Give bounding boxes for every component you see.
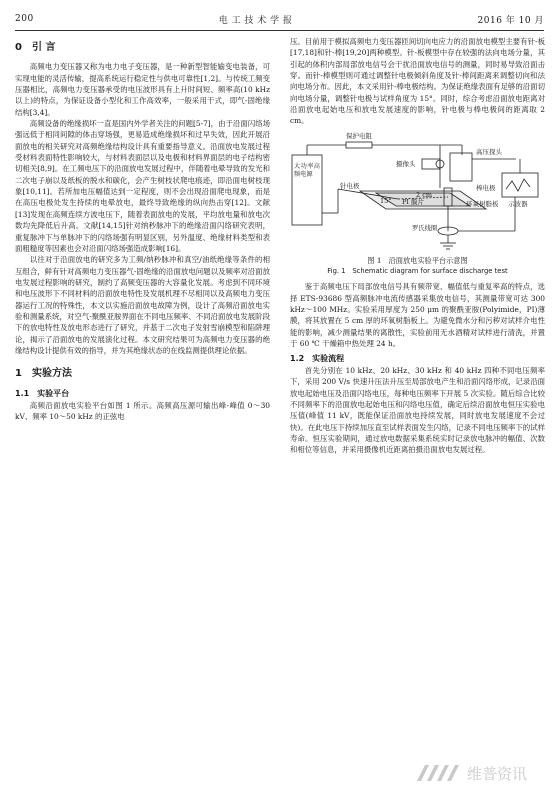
- paragraph: 压。目前用于模拟高频电力变压器匝间切向电应力的沿面放电模型主要有针-板[17,18]和针-棒[19,20]两种模型。针-板模型中存在较强的法向电场分量，其引起的体积内部局部放电信号会干扰沿面放电信号的测量，同时易导致沿面击穿。而针-棒模型则可通过调整针电极倾斜角度及针-棒间距离来调整切向和法向电场分布。因此，本文采用针-棒电极结构。为保证绝缘表面有足够的沿面切向电场分量，调整针电极与试样角度为 15°。同时，综合考虑沿面放电距离对沿面放电起始电压和放电发展速度的影响，针电极与棒电极间的距离取 2 cm。: [290, 37, 545, 126]
- paragraph: 高频电力变压器又称为电力电子变压器，是一种新型智能输变电装备，可实现电能的灵活传输，提高系统运行稳定性与供电可靠性[1,2]。与传统工频变压器相比，高频电力变压器承受的电压波形具有上升时间短、频率高(10 kHz 以上)的特点，为保证设备小型化和工作高效率，一般采用干式，即气-固绝缘结构[3,4]。: [15, 62, 270, 117]
- watermark-logo: [413, 761, 553, 785]
- paragraph: 以往对于沿面放电的研究多为工频/纳秒脉冲和真空/油纸绝缘等条件的相互组合，鲜有针对高频电力变压器气-固绝缘的沿面放电问题以及频率对沿面放电发展过程影响的研究，制约了高频变压器的大容量化发展。考虑到不同环境和电压波形下不同材料的沿面放电特性及发展机理不尽相同以及高频电力变压器运行工况的特殊性，本文以实施沿面放电故障为例，设计了高频沿面放电实验和测量系统，对空气-聚酰亚胺界面在不同电压频率、不同沿面放电发展阶段下的放电特性及放电形态进行了研究，并基于二次电子发射雪崩模型和陷阱理论，揭示了沿面放电的发展演化过程。本文研究结果可为高频电力变压器的绝缘结构设计提供有效的指导，并为其绝缘状态的在线监测提供理论依据。: [15, 255, 270, 355]
- oscilloscope-box: [502, 173, 538, 197]
- issue-date: 2016 年 10 月: [477, 15, 544, 26]
- label-protect-resistor: 保护电阻: [346, 131, 372, 140]
- schematic-figure: [290, 133, 545, 251]
- paragraph: 首先分别在 10 kHz、20 kHz、30 kHz 和 40 kHz 四种不同电压频率下，采用 200 V/s 快速升压法升压至局部放电产生和沿面闪络形成，记录沿面放电起始电压及沿面闪络电压，每种电压频率下开展 5 次实验。随后综合比较不同频率下的沿面放电起始电压和闪络电压值，确定后续沿面放电恒压实验电压值(峰值 11 kV，既能保证沿面放电持续发展，同时放电发展速度不会过快)。在此电压下持续加压直至试样表面发生闪络，记录不同电压频率下的试样寿命。恒压实验期间，通过放电数据采集系统实时记录放电脉冲的幅值、次数和相位等信息，并采用摄像机近距离拍摄沿面放电发展过程。: [290, 365, 545, 455]
- paragraph: 鉴于高频电压下局部放电信号具有频带宽、幅值低与重复率高的特点，选择 ETS-93686 型高频脉冲电流传感器采集放电信号，其测量带宽可达 300 kHz～100 MHz。实验采用厚度为 250 μm 的聚酰亚胺(Polyimide，PI)薄膜，将其放置在 5 cm 厚的环氧树脂板上。为避免微水分和污秽对试样介电性能的影响，减少测量结果的离散性，实验前用无水酒精对试样进行清洗，并置于 60 ℃ 干燥箱中热处理 24 h。: [290, 282, 545, 349]
- subsection-heading-flow: 1.2 实验流程: [290, 353, 345, 363]
- label-epoxy: 环氧树脂板: [466, 199, 499, 208]
- figure-caption-cn: 图 1 沿面放电实验平台示意图: [367, 255, 468, 265]
- label-distance: 2 cm: [416, 190, 433, 199]
- section-heading-intro: 0 引 言: [15, 42, 56, 53]
- label-rogowski: 罗氏线圈: [412, 224, 438, 232]
- label-rod-electrode: 棒电极: [476, 183, 496, 192]
- protect-resistor: [346, 142, 372, 148]
- section-heading-method: 1 实验方法: [15, 368, 72, 380]
- figure-caption-en: Fig. 1 Schematic diagram for surface discharge test: [327, 267, 508, 276]
- right-column: [290, 36, 545, 456]
- label-pi-film: PI 膜片: [402, 197, 425, 206]
- left-column: [15, 36, 270, 423]
- header-rule: [15, 30, 544, 31]
- label-angle: 15°: [380, 196, 392, 205]
- paragraph: 高频设备的绝缘损坏一直是国内外学者关注的问题[5-7]，由于沿面闪络场强远低于相同间隙的体击穿场强，更易造成绝缘损坏和过早失效，因此开展沿面放电的相关研究对高频绝缘结构设计具有重要指导意义。沿面放电发展过程受材料表面特性影响较大，与材料表面层以及电极和材料界面层的电子结构密切相关[8,9]。在工频电压下的沿面放电发展过程中，伴随着电晕导致的发光和二次电子崩以及纸板的脱水和碳化，会产生树枝状爬电痕迹，即沿面电树枝现象[10,11]。若所加电压幅值达到一定程度，则不会出现沿面爬电现象，而是在高压电极处发生持续的电晕放电，最终导致绝缘的纵向热击穿[12]。文献[13]发现在高频连续方波电压下，随着表面放电的发展，平均放电量和放电次数均先降低后升高。文献[14,15]针对纳秒脉冲下的绝缘沿面闪络研究表明，重复脉冲下与单脉冲下的闪络场强有明显区别，另外温度、绝缘材料类型和表面粗糙度等因素也会对沿面闪络场强造成影响[16]。: [15, 119, 270, 253]
- label-oscilloscope: 示波器: [508, 199, 528, 208]
- label-source: 大功率高频电源: [294, 162, 320, 178]
- camera-box: [422, 159, 440, 169]
- page-number: 200: [15, 14, 34, 24]
- label-camera: 摄像头: [396, 159, 416, 168]
- hv-probe-box: [450, 153, 472, 181]
- paragraph: 高频沿面放电实验平台如图 1 所示。高频高压源可输出峰-峰值 0～30 kV、频率 10～50 kHz 的正弦电: [15, 400, 270, 422]
- label-hv-probe: 高压探头: [476, 147, 502, 156]
- journal-name: 电 工 技 术 学 报: [218, 15, 293, 26]
- page-header: [15, 10, 544, 28]
- subsection-heading-platform: 1.1 实验平台: [15, 388, 70, 398]
- svg-text:维普资讯: 维普资讯: [467, 765, 528, 783]
- label-needle-electrode: 针电极: [340, 181, 360, 190]
